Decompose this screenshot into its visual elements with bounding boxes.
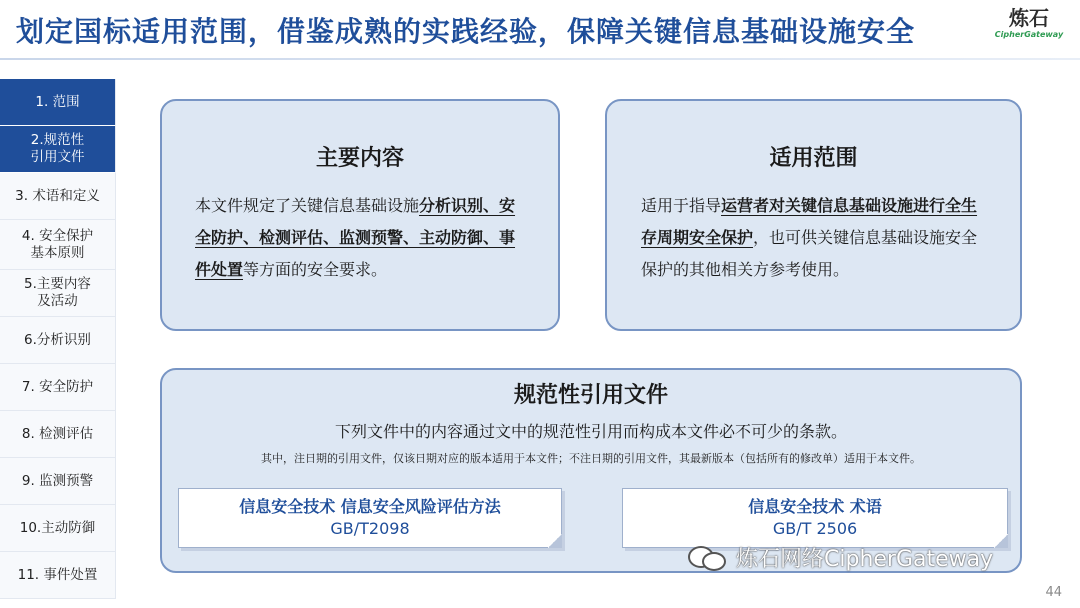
main-content-title: 主要内容 xyxy=(315,146,404,171)
sidebar-item-normative-references[interactable]: 2.规范性 引用文件 xyxy=(0,126,116,173)
main-content-emphasis: 分析识别、安全防护、检测评估、监测预警、主动防御、事件处置 xyxy=(195,196,516,279)
reference-doc-2 xyxy=(622,488,1008,548)
reference-doc-2-name: 信息安全技术 术语 xyxy=(748,497,882,516)
logo-wordmark: CipherGateway xyxy=(994,30,1064,39)
scope-text xyxy=(641,190,990,286)
scope-card xyxy=(605,99,1022,331)
logo-mark: 炼石 xyxy=(1009,6,1049,30)
main-content-text-pre: 本文件规定了关键信息基础设施 xyxy=(195,196,420,215)
scope-title: 适用范围 xyxy=(769,146,858,171)
sidebar-item-identification[interactable]: 6.分析识别 xyxy=(0,317,116,364)
reference-doc-2-code: GB/T 2506 xyxy=(772,519,858,538)
sidebar-nav xyxy=(0,79,116,599)
sidebar-item-principles[interactable]: 4. 安全保护 基本原则 xyxy=(0,220,116,270)
wechat-watermark xyxy=(688,542,993,573)
scope-text-post: ，也可供关键信息基础设施安全保护的其他相关方参考使用。 xyxy=(641,228,978,279)
sidebar-item-assessment[interactable]: 8. 检测评估 xyxy=(0,411,116,458)
page-number: 44 xyxy=(1045,585,1062,600)
slide-title: 划定国标适用范围，借鉴成熟的实践经验，保障关键信息基础设施安全 xyxy=(16,15,916,48)
reference-doc-1 xyxy=(178,488,562,548)
reference-doc-1-code: GB/T2098 xyxy=(330,519,410,538)
sidebar-item-protection[interactable]: 7. 安全防护 xyxy=(0,364,116,411)
reference-doc-1-name: 信息安全技术 信息安全风险评估方法 xyxy=(239,497,501,516)
normative-intro: 下列文件中的内容通过文中的规范性引用而构成本文件必不可少的条款。 xyxy=(334,422,847,441)
watermark-text: 炼石网络CipherGateway xyxy=(736,547,994,572)
sidebar-item-scope[interactable]: 1. 范围 xyxy=(0,79,116,126)
main-content-text-post: 等方面的安全要求。 xyxy=(243,260,388,279)
title-divider xyxy=(0,58,1080,60)
main-content-card xyxy=(160,99,560,331)
company-logo xyxy=(992,6,1066,40)
sidebar-item-main-activities[interactable]: 5.主要内容 及活动 xyxy=(0,270,116,317)
scope-text-pre: 适用于指导 xyxy=(641,196,722,215)
normative-title: 规范性引用文件 xyxy=(513,383,668,408)
main-content-text xyxy=(195,190,528,286)
scope-emphasis: 运营者对关键信息基础设施进行全生存周期安全保护 xyxy=(641,196,978,247)
sidebar-item-incident-response[interactable]: 11. 事件处置 xyxy=(0,552,116,599)
sidebar-item-terms[interactable]: 3. 术语和定义 xyxy=(0,173,116,220)
wechat-icon xyxy=(688,544,728,572)
sidebar-item-monitoring[interactable]: 9. 监测预警 xyxy=(0,458,116,505)
normative-note: 其中，注日期的引用文件，仅该日期对应的版本适用于本文件；不注日期的引用文件，其最新版本（包括所有的修改单）适用于本文件。 xyxy=(261,452,921,465)
sidebar-item-active-defense[interactable]: 10.主动防御 xyxy=(0,505,116,552)
